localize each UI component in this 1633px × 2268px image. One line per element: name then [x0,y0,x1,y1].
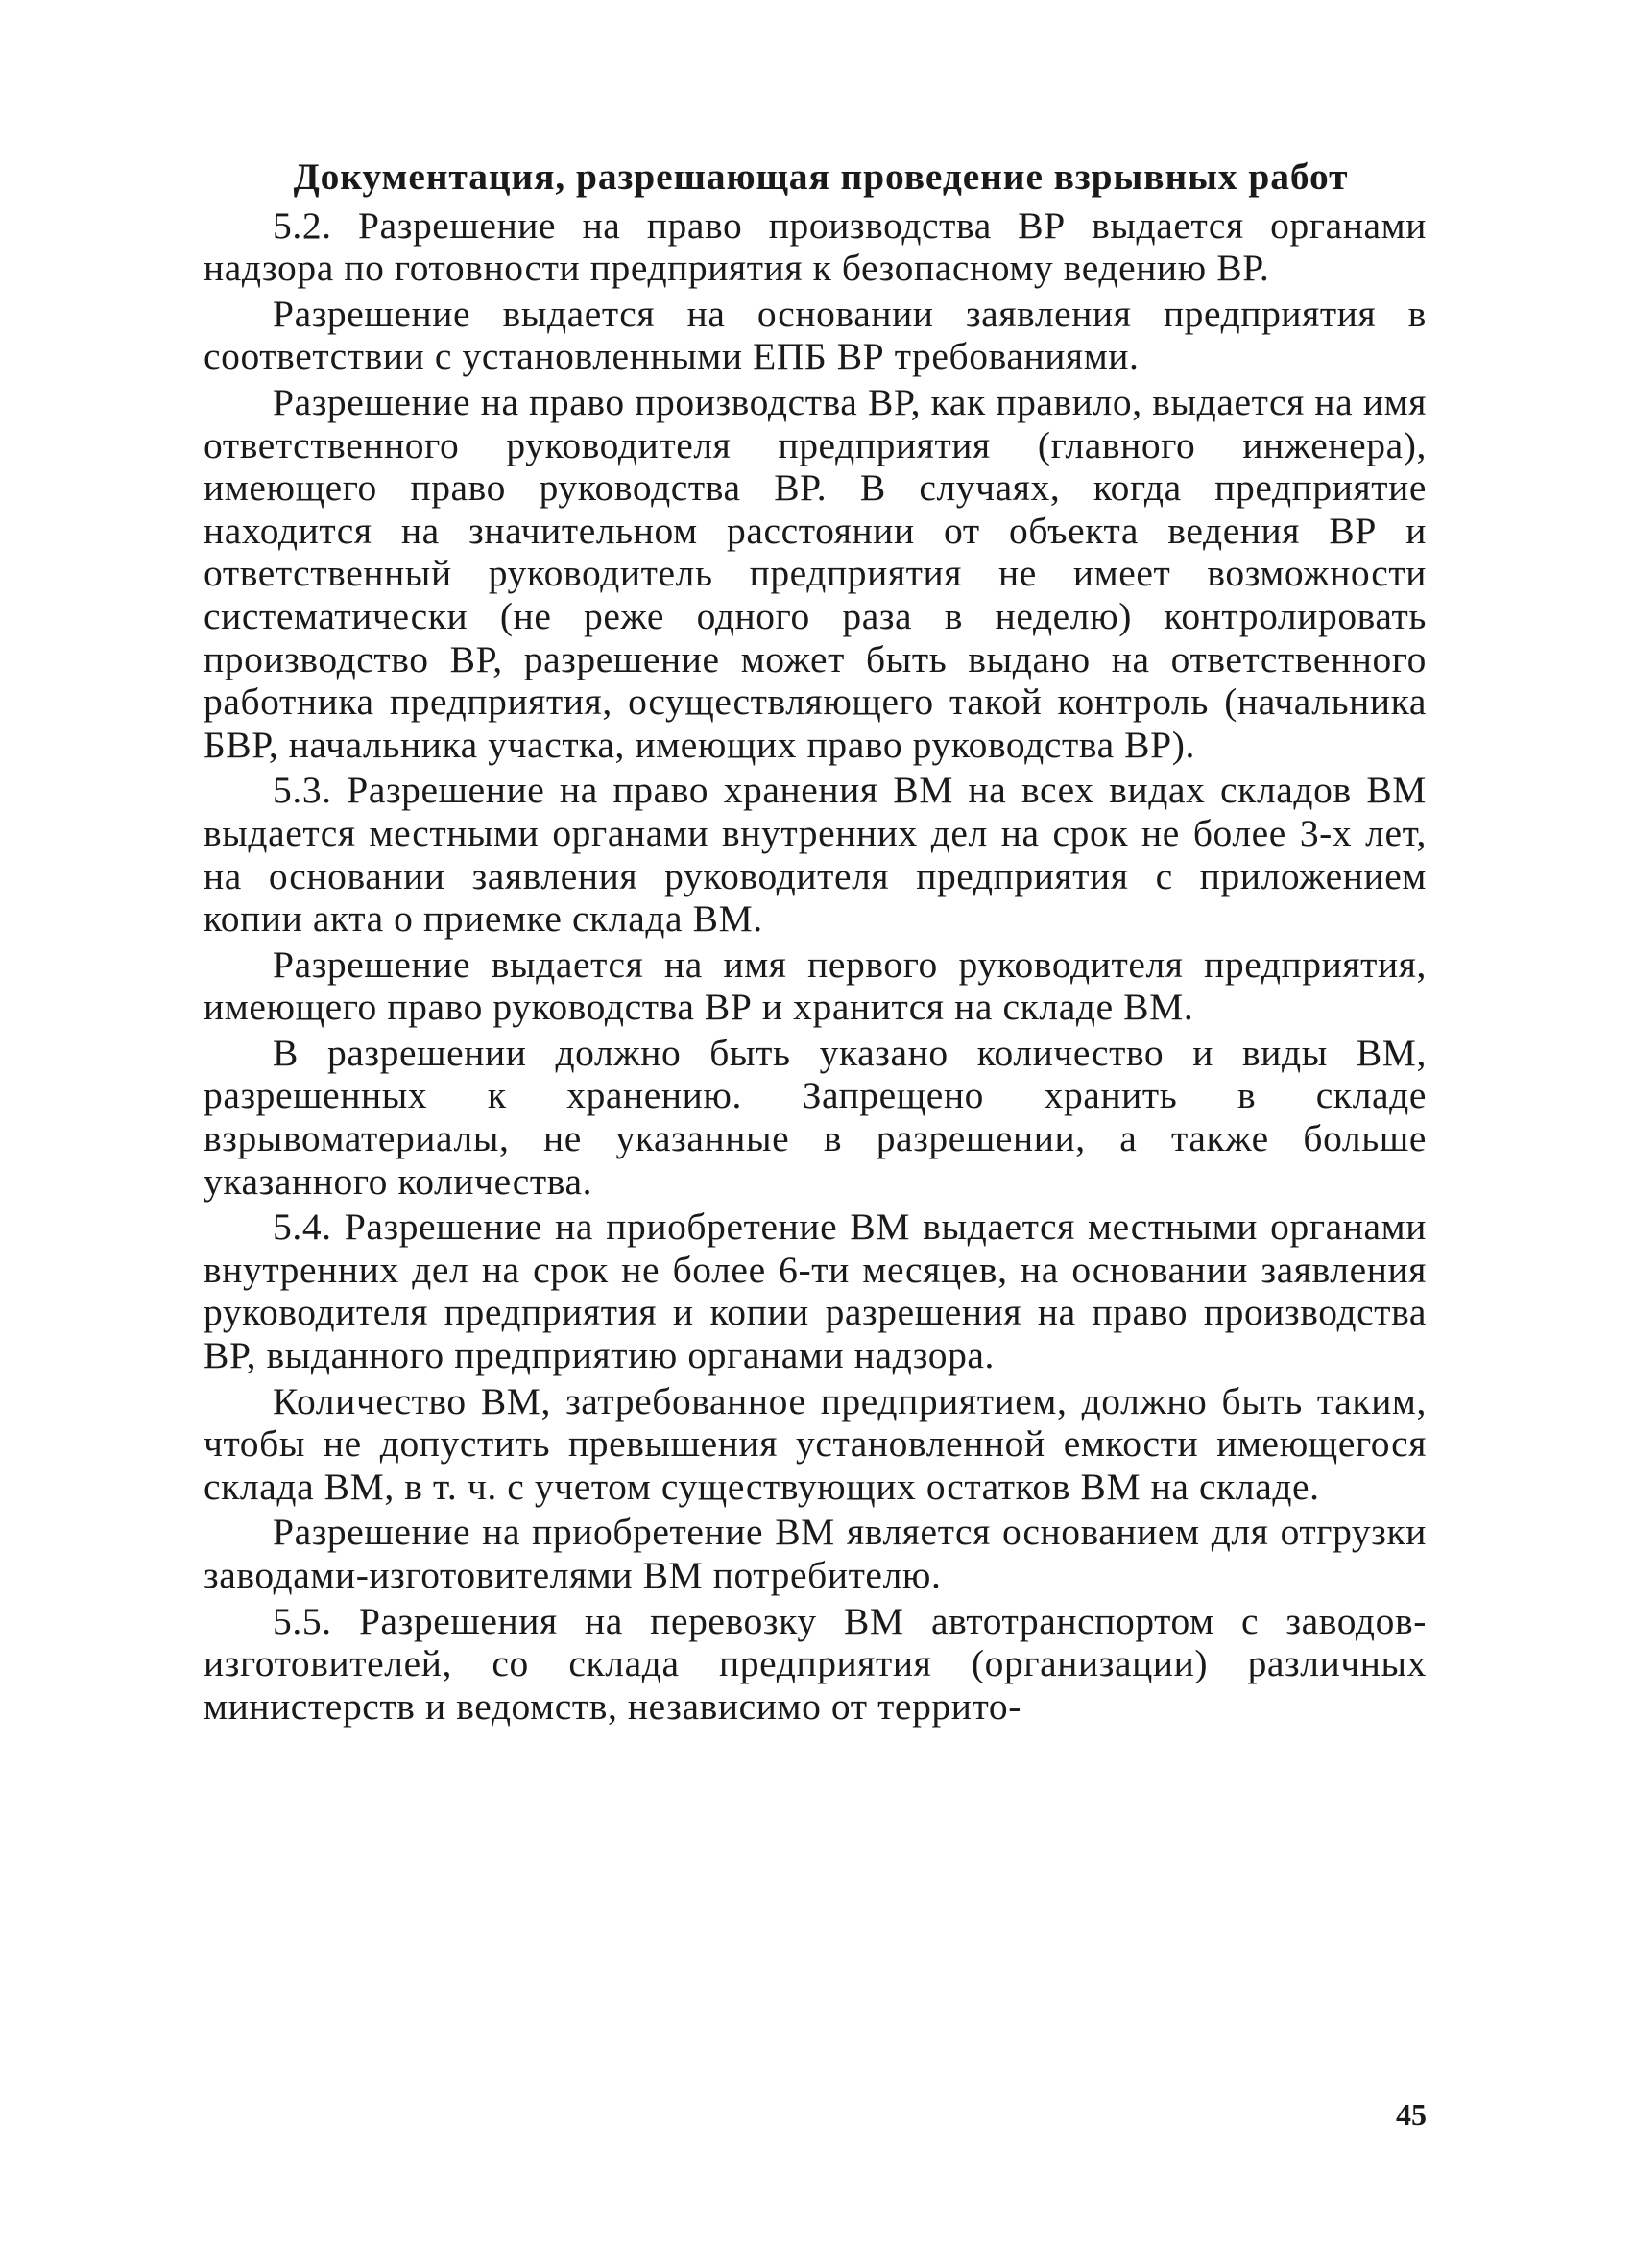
paragraph-5-3: 5.3. Разрешение на право хранения ВМ на всех видах складов ВМ выдается местными органами внутренних дел на срок не более 3-х лет, на основании заявления руководителя предприятия с приложением копии акта о приемке склада ВМ. [204,769,1427,941]
paragraph-capacity: Количество ВМ, затребованное предприятием, должно быть таким, чтобы не допустить превышения установленной емкости имеющегося склада ВМ, в т. ч. с учетом существующих остатков ВМ на складе. [204,1379,1427,1508]
paragraph-5-4: 5.4. Разрешение на приобретение ВМ выдается местными органами внутренних дел на срок не более 6-ти месяцев, на основании заявления руководителя предприятия и копии разрешения на право производства ВР, выданного предприятию органами надзора. [204,1206,1427,1377]
paragraph-storage-quantity: В разрешении должно быть указано количество и виды ВМ, разрешенных к хранению. Запрещено хранить в складе взрывоматериалы, не указанные в разрешении, а также больше указанного количества. [204,1031,1427,1203]
paragraph-responsible: Разрешение на право производства ВР, как правило, выдается на имя ответственного руководителя предприятия (главного инженера), имеющего право руководства ВР. В случаях, когда предприятие находится на значительном расстоянии от объекта ведения ВР и ответственный руководитель предприятия не имеет возможности систематически (не реже одного раза в неделю) контролировать производство ВР, разрешение может быть выдано на ответственного работника предприятия, осуществляющего такой контроль (начальника БВР, начальника участка, имеющих право руководства ВР). [204,380,1427,766]
paragraph-basis: Разрешение выдается на основании заявления предприятия в соответствии с установленными ЕПБ ВР требованиями. [204,292,1427,378]
paragraph-shipment: Разрешение на приобретение ВМ является основанием для отгрузки заводами-изготовителями ВМ потребителю. [204,1511,1427,1596]
page-number: 45 [1396,2097,1427,2132]
paragraph-storage-holder: Разрешение выдается на имя первого руководителя предприятия, имеющего право руководства ВР и хранится на складе ВМ. [204,943,1427,1029]
paragraph-5-2: 5.2. Разрешение на право производства ВР выдается органами надзора по готовности предприятия к безопасному ведению ВР. [204,203,1427,290]
paragraph-5-5: 5.5. Разрешения на перевозку ВМ автотранспортом с заводов-изготовителей, со склада предприятия (организации) различных министерств и ведомств, независимо от террито- [204,1599,1427,1728]
document-page [204,155,1427,1731]
section-heading: Документация, разрешающая проведение взрывных работ [293,155,1349,198]
